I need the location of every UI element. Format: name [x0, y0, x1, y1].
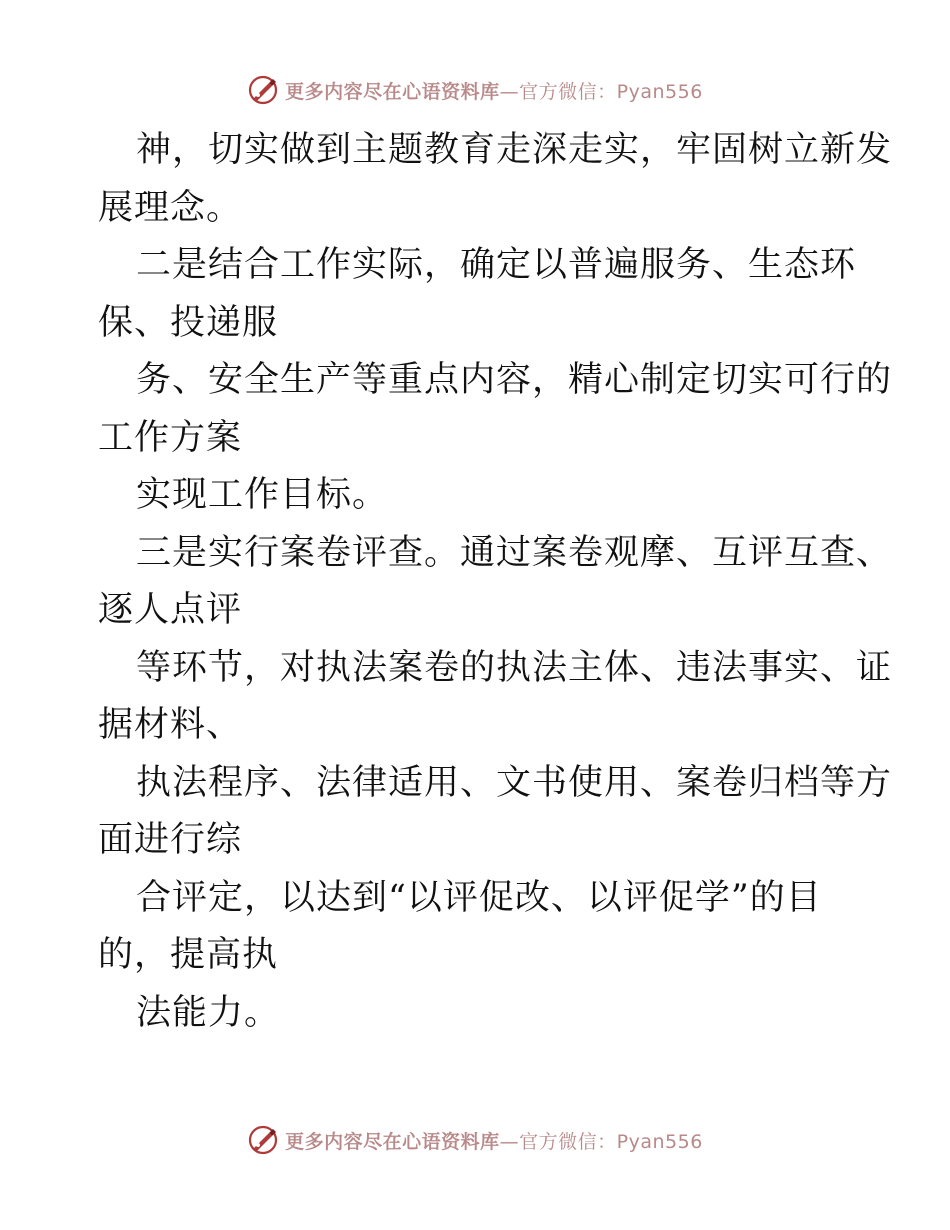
footer-wechat-text: 官方微信：Pyan556 — [519, 1130, 703, 1153]
document-body — [98, 122, 893, 1042]
header-wechat-text: 官方微信：Pyan556 — [519, 80, 703, 103]
body-line: 展理念。 — [98, 187, 243, 228]
footer-site-text: 更多内容尽在心语资料库 — [285, 1130, 500, 1153]
header-dash: — — [499, 80, 520, 103]
body-line: 神，切实做到主题教育走深走实，牢固树立新发 — [136, 130, 893, 170]
footer-banner — [0, 1120, 950, 1160]
body-line: 面进行综 — [98, 820, 243, 860]
body-line: 务、安全生产等重点内容，精心制定切实可行的 — [136, 360, 893, 400]
body-line: 据材料、 — [98, 705, 243, 745]
footer-banner-text — [285, 1127, 703, 1154]
body-line: 工作方案 — [98, 417, 243, 458]
body-line: 合评定，以达到“以评促改、以评促学”的目 — [136, 877, 822, 918]
pen-circle-logo-icon — [247, 1124, 279, 1156]
body-line: 实现工作目标。 — [136, 475, 389, 515]
body-line: 的，提高执 — [98, 935, 279, 975]
body-line: 执法程序、法律适用、文书使用、案卷归档等方 — [136, 762, 893, 803]
body-line: 二是结合工作实际，确定以普遍服务、生态环 — [136, 245, 857, 285]
body-line: 保、投递服 — [98, 302, 279, 343]
header-banner — [0, 70, 950, 110]
body-line: 逐人点评 — [98, 590, 243, 630]
pen-circle-logo-icon — [247, 74, 279, 106]
body-line: 等环节，对执法案卷的执法主体、违法事实、证 — [136, 647, 893, 688]
header-banner-text — [285, 77, 703, 104]
body-line: 法能力。 — [136, 992, 281, 1033]
header-site-text: 更多内容尽在心语资料库 — [285, 80, 500, 103]
footer-dash: — — [499, 1130, 520, 1153]
body-line: 三是实行案卷评查。通过案卷观摩、互评互查、 — [136, 532, 893, 573]
